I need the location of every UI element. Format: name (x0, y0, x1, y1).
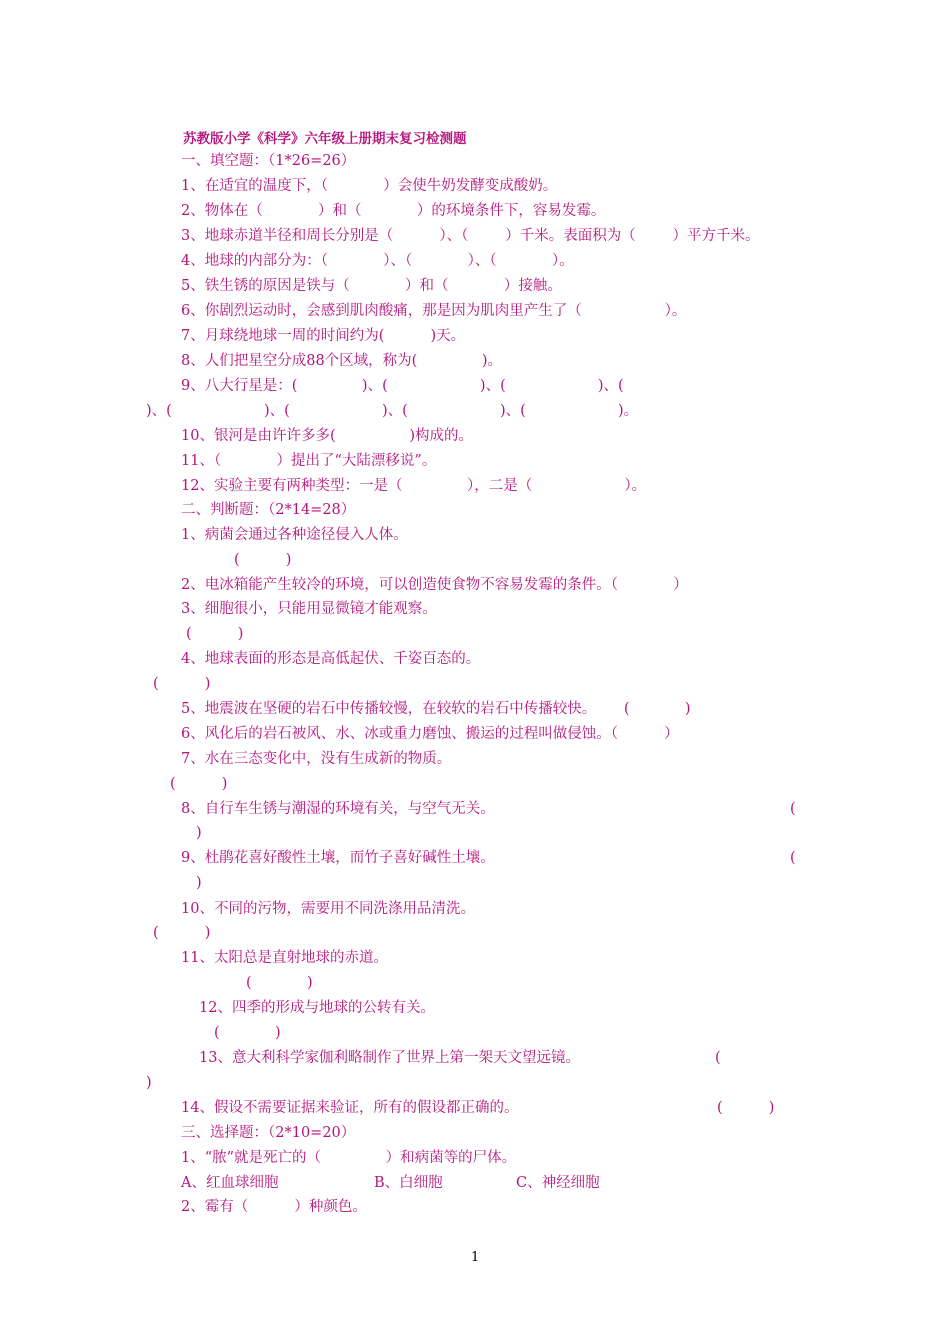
question-line: 1、“脓”就是死亡的（ ）和病菌等的尸体。 (181, 1150, 517, 1166)
question-line: 3、地球赤道半径和周长分别是（ ）、（ ）千米。表面积为（ ）平方千米。 (181, 228, 760, 244)
question-line: 12、四季的形成与地球的公转有关。 (199, 1000, 435, 1016)
question-line: 11、（ ）提出了“大陆漂移说”。 (181, 453, 437, 469)
question-line: 9、杜鹃花喜好酸性土壤，而竹子喜好碱性土壤。 (181, 850, 495, 866)
answer-blank-close: ) (196, 875, 202, 891)
question-line: 2、电冰箱能产生较冷的环境，可以创造使食物不容易发霉的条件。（ ） (181, 577, 688, 593)
document-title: 苏教版小学《科学》六年级上册期末复习检测题 (183, 131, 467, 147)
answer-blank-open: ( (715, 1050, 721, 1066)
question-line: 7、月球绕地球一周的时间约为( )天。 (181, 328, 466, 344)
question-line: 9、八大行星是：( )、( )、( )、( (181, 378, 624, 394)
answer-blank-close: ) (146, 1075, 152, 1091)
answer-blank-open: ( (790, 850, 796, 866)
section-heading: 二、判断题：（2*14=28） (181, 502, 356, 518)
question-line: 10、银河是由许许多多( )构成的。 (181, 428, 474, 444)
question-line: 1、病菌会通过各种途径侵入人体。 (181, 527, 408, 543)
question-line: 8、自行车生锈与潮湿的环境有关，与空气无关。 (181, 801, 495, 817)
answer-blank: ( ) (153, 925, 211, 941)
question-line: 10、不同的污物，需要用不同洗涤用品清洗。 (181, 901, 475, 917)
answer-blank: ( ) (246, 975, 313, 991)
question-line: 13、意大利科学家伽利略制作了世界上第一架天文望远镜。 (199, 1050, 580, 1066)
question-line: 14、假设不需要证据来验证，所有的假设都正确的。 (181, 1100, 519, 1116)
question-line: 6、风化后的岩石被风、水、冰或重力磨蚀、搬运的过程叫做侵蚀。（ ） (181, 726, 679, 742)
question-line: 2、霉有（ ）种颜色。 (181, 1199, 367, 1215)
answer-blank: ( ) (717, 1100, 775, 1116)
question-line: 3、细胞很小，只能用显微镜才能观察。 (181, 601, 437, 617)
option-a: A、红血球细胞 (181, 1175, 279, 1191)
question-line: 2、物体在（ ）和（ ）的环境条件下，容易发霉。 (181, 203, 606, 219)
option-b: B、白细胞 (374, 1175, 443, 1191)
question-line: 6、你剧烈运动时，会感到肌肉酸痛，那是因为肌肉里产生了（ ）。 (181, 303, 687, 319)
section-heading: 一、填空题：（1*26=26） (181, 153, 356, 169)
section-heading: 三、选择题：（2*10=20） (181, 1125, 356, 1141)
answer-blank: ( ) (186, 626, 244, 642)
answer-blank: ( ) (214, 1025, 281, 1041)
question-line: 1、在适宜的温度下，（ ）会使牛奶发酵变成酸奶。 (181, 178, 558, 194)
question-line: 5、铁生锈的原因是铁与（ ）和（ ）接触。 (181, 278, 562, 294)
answer-blank-close: ) (196, 825, 202, 841)
question-line: 11、太阳总是直射地球的赤道。 (181, 950, 388, 966)
question-line: 8、人们把星空分成88个区域，称为( )。 (181, 353, 503, 369)
answer-blank-open: ( (790, 801, 796, 817)
option-c: C、神经细胞 (516, 1175, 600, 1191)
page-number: 1 (471, 1250, 480, 1265)
answer-blank: ( ) (234, 552, 292, 568)
answer-blank: ( ) (170, 776, 228, 792)
question-line: 4、地球表面的形态是高低起伏、千姿百态的。 (181, 651, 481, 667)
question-line: 7、水在三态变化中，没有生成新的物质。 (181, 751, 452, 767)
answer-blank: ( ) (153, 676, 211, 692)
question-line: )、( )、( )、( )、( )。 (146, 403, 639, 419)
question-line: 5、地震波在坚硬的岩石中传播较慢，在较软的岩石中传播较快。 ( ) (181, 701, 691, 717)
question-line: 12、实验主要有两种类型：一是（ ），二是（ ）。 (181, 478, 647, 494)
question-line: 4、地球的内部分为：（ ）、（ ）、（ ）。 (181, 253, 574, 269)
